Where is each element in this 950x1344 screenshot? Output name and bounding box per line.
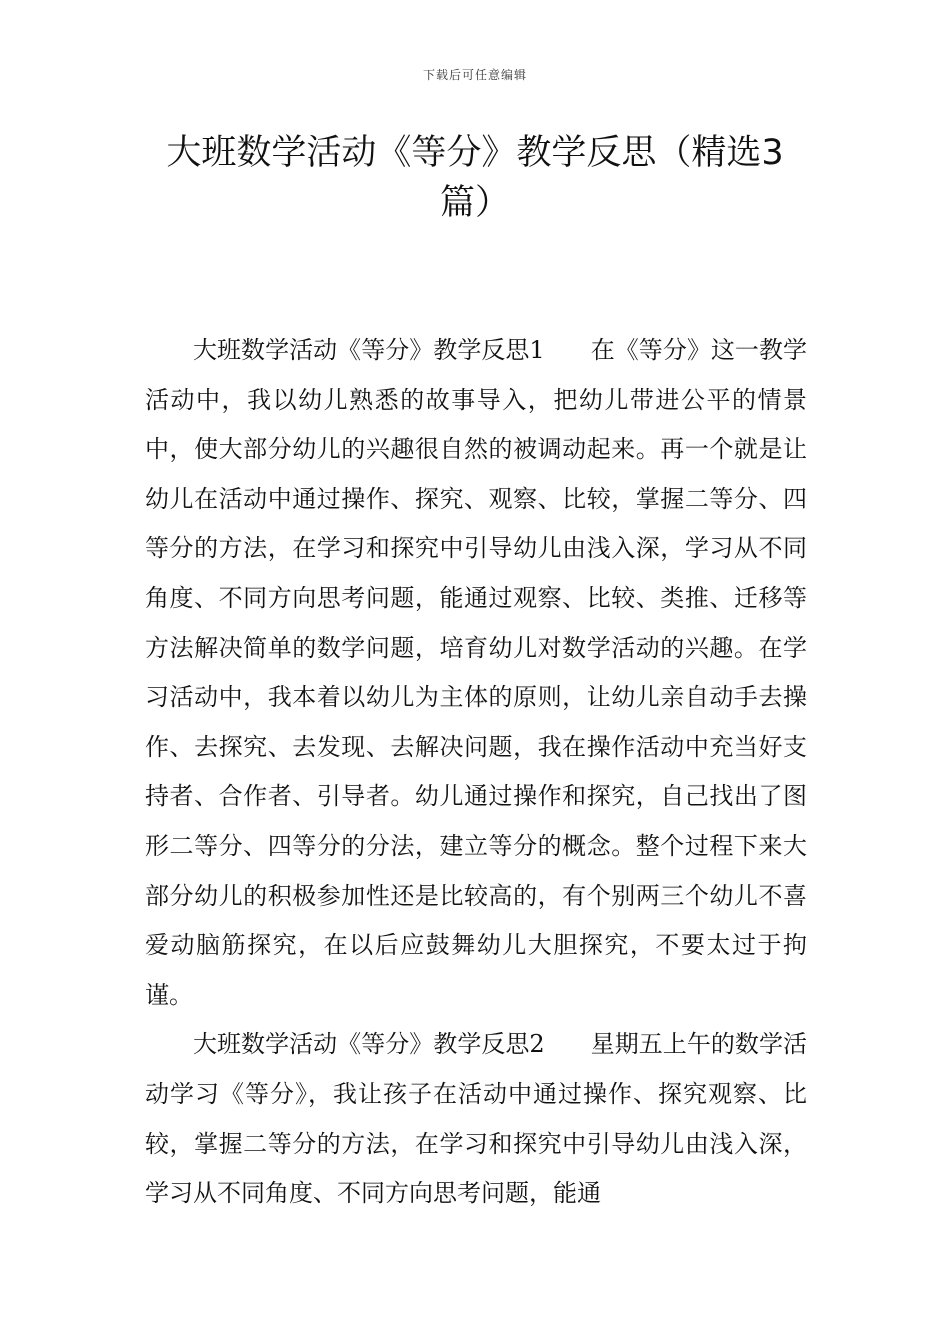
paragraph-1-heading: 大班数学活动《等分》教学反思1 <box>193 336 545 364</box>
paragraph-2-heading: 大班数学活动《等分》教学反思2 <box>193 1030 545 1059</box>
header-note: 下载后可任意编辑 <box>422 68 527 82</box>
paragraph-2 <box>145 1020 807 1218</box>
document-title: 大班数学活动《等分》教学反思（精选3篇） <box>166 133 784 223</box>
paragraph-2-text: 星期五上午的数学活动学习《等分》，我让孩子在活动中通过操作、探究观察、比较，掌握二等分的方法，在学习和探究中引导幼儿由浅入深，学习从不同角度、不同方向思考问题，能通 <box>145 1030 807 1208</box>
document-body <box>145 326 807 1219</box>
paragraph-1-text: 在《等分》这一教学活动中，我以幼儿熟悉的故事导入，把幼儿带进公平的情景中，使大部分幼儿的兴趣很自然的被调动起来。再一个就是让幼儿在活动中通过操作、探究、观察、比较，掌握二等分、四等分的方法，在学习和探究中引导幼儿由浅入深，学习从不同角度、不同方向思考问题，能通过观察、比较、类推、迁移等方法解决简单的数学问题，培育幼儿对数学活动的兴趣。在学习活动中，我本着以幼儿为主体的原则，让幼儿亲自动手去操作、去探究、去发现、去解决问题，我在操作活动中充当好支持者、合作者、引导者。幼儿通过操作和探究，自己找出了图形二等分、四等分的分法，建立等分的概念。整个过程下来大部分幼儿的积极参加性还是比较高的，有个别两三个幼儿不喜爱动脑筋探究，在以后应鼓舞幼儿大胆探究，不要太过于拘谨。 <box>145 336 807 1009</box>
paragraph-1 <box>145 326 807 1020</box>
